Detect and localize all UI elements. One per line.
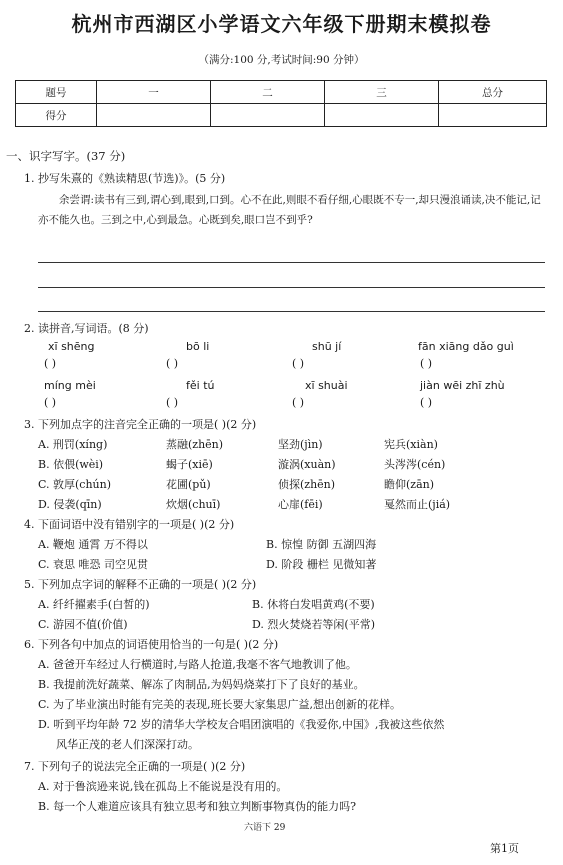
footer-text: 六语下 29: [244, 823, 286, 833]
score-input-3[interactable]: [325, 104, 439, 127]
pinyin-7: xī shuài: [305, 379, 348, 392]
q3-option-d1[interactable]: D. 侵袭(qīn): [38, 498, 102, 511]
q3-option-c3: 侦探(zhēn): [278, 478, 336, 491]
score-table: [15, 80, 547, 127]
section-1-heading: 一、识字写字。(37 分): [6, 149, 126, 163]
q5-option-a[interactable]: A. 纤纤擢素手(白皙的): [38, 598, 150, 611]
q3-option-a4: 宪兵(xiàn): [384, 438, 438, 451]
q3-option-d4: 戛然而止(jiá): [384, 498, 451, 511]
answer-box-2[interactable]: ( ): [166, 357, 179, 370]
q6-stem: 6. 下列各句中加点的词语使用恰当的一句是( )(2 分): [24, 638, 279, 651]
q6-option-a[interactable]: A. 爸爸开车经过人行横道时,与路人抢道,我毫不客气地教训了他。: [38, 658, 357, 671]
pinyin-5: míng mèi: [44, 379, 96, 392]
score-input-total[interactable]: [439, 104, 547, 127]
pinyin-1: xī shēng: [48, 340, 95, 353]
pinyin-4: fān xiāng dǎo guì: [418, 340, 514, 353]
answer-box-7[interactable]: ( ): [292, 396, 305, 409]
cell-label-tihao: 题号: [16, 81, 97, 104]
answer-box-8[interactable]: ( ): [420, 396, 433, 409]
page-title: 杭州市西湖区小学语文六年级下册期末模拟卷: [71, 12, 492, 36]
pinyin-8: jiàn wēi zhī zhù: [420, 379, 505, 392]
pinyin-2: bō li: [186, 340, 210, 353]
page-number: 第1页: [490, 842, 519, 855]
q3-option-d2: 炊烟(chuī): [166, 498, 221, 511]
score-table-score-row: [16, 104, 547, 127]
q7-option-a[interactable]: A. 对于鲁滨逊来说,钱在孤岛上不能说是没有用的。: [38, 780, 288, 793]
q5-option-d[interactable]: D. 烈火焚烧若等闲(平常): [252, 618, 376, 631]
q3-option-a2: 蒸融(zhēn): [166, 438, 224, 451]
cell-section-1: 一: [97, 81, 211, 104]
answer-box-6[interactable]: ( ): [166, 396, 179, 409]
q6-option-d-cont: 风华正茂的老人们深深打动。: [56, 738, 199, 751]
q4-stem: 4. 下面词语中没有错别字的一项是( )(2 分): [24, 518, 235, 531]
cell-total: 总分: [439, 81, 547, 104]
q3-option-a3: 坚劲(jìn): [278, 438, 323, 451]
q5-stem: 5. 下列加点字词的解释不正确的一项是( )(2 分): [24, 578, 257, 591]
score-table-header-row: [16, 81, 547, 104]
q3-option-b2: 蝎子(xiē): [166, 458, 213, 471]
q3-option-b1[interactable]: B. 依偎(wèi): [38, 458, 104, 471]
q1-stem: 1. 抄写朱熹的《熟读精思(节选)》。(5 分): [24, 172, 226, 185]
q6-option-b[interactable]: B. 我提前洗好蔬菜、解冻了肉制品,为妈妈烧菜打下了良好的基业。: [38, 678, 365, 691]
q6-option-c[interactable]: C. 为了毕业演出时能有完美的表现,班长要大家集思广益,想出创新的花样。: [38, 698, 402, 711]
q1-passage: 余尝谓:读书有三到,谓心到,眼到,口到。心不在此,则眼不看仔细,心眼既不专一,却只漫浪诵读,决不能记,记亦不能久也。三到之中,心到最急。心既到矣,眼口岂不到乎?: [38, 194, 541, 226]
answer-box-4[interactable]: ( ): [420, 357, 433, 370]
answer-box-1[interactable]: ( ): [44, 357, 57, 370]
q6-option-d[interactable]: D. 听到平均年龄 72 岁的清华大学校友合唱团演唱的《我爱你,中国》,我被这些依然: [38, 718, 445, 731]
writing-line-2[interactable]: [38, 287, 545, 288]
q4-option-c[interactable]: C. 衰思 唯恐 司空见贯: [38, 558, 149, 571]
pinyin-6: fěi tú: [186, 379, 215, 392]
q7-stem: 7. 下列句子的说法完全正确的一项是( )(2 分): [24, 760, 246, 773]
pinyin-3: shū jí: [312, 340, 342, 353]
page-subtitle: （满分:100 分,考试时间:90 分钟）: [198, 54, 365, 66]
answer-box-3[interactable]: ( ): [292, 357, 305, 370]
q4-option-b[interactable]: B. 惊惶 防御 五湖四海: [266, 538, 377, 551]
cell-section-3: 三: [325, 81, 439, 104]
q3-option-a1[interactable]: A. 刑罚(xíng): [38, 438, 108, 451]
writing-line-1[interactable]: [38, 262, 545, 263]
q3-option-c2: 花圃(pǔ): [166, 478, 211, 491]
q4-option-a[interactable]: A. 鞭炮 通霄 万不得以: [38, 538, 148, 551]
q2-stem: 2. 读拼音,写词语。(8 分): [24, 322, 149, 335]
q4-option-d[interactable]: D. 阶段 栅栏 见微知著: [266, 558, 377, 571]
score-input-2[interactable]: [211, 104, 325, 127]
q3-option-b4: 头涔涔(cén): [384, 458, 446, 471]
q3-option-b3: 漩涡(xuàn): [278, 458, 336, 471]
cell-label-defen: 得分: [16, 104, 97, 127]
q3-option-c4: 瞻仰(zān): [384, 478, 435, 491]
q3-option-d3: 心扉(fēi): [278, 498, 323, 511]
q3-option-c1[interactable]: C. 敦厚(chún): [38, 478, 112, 491]
q3-stem: 3. 下列加点字的注音完全正确的一项是( )(2 分): [24, 418, 257, 431]
q5-option-b[interactable]: B. 休将白发唱黄鸡(不要): [252, 598, 375, 611]
q5-option-c[interactable]: C. 游园不值(价值): [38, 618, 128, 631]
q7-option-b[interactable]: B. 每一个人难道应该具有独立思考和独立判断事物真伪的能力吗?: [38, 800, 356, 813]
writing-line-3[interactable]: [38, 311, 545, 312]
answer-box-5[interactable]: ( ): [44, 396, 57, 409]
cell-section-2: 二: [211, 81, 325, 104]
score-input-1[interactable]: [97, 104, 211, 127]
